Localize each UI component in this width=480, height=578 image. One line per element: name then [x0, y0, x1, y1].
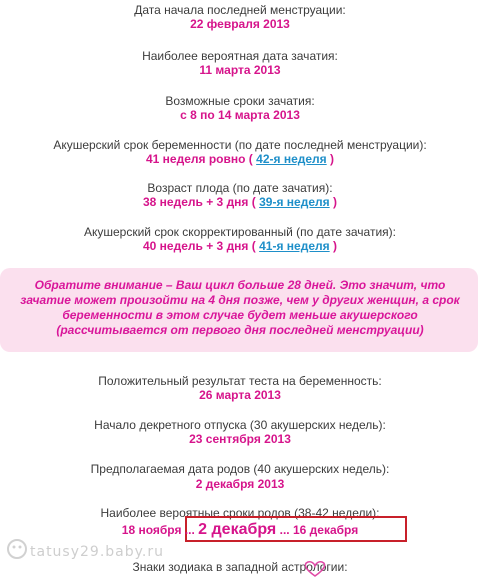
row-label-fetal-age: Возраст плода (по дате зачатия):	[147, 181, 333, 195]
row-value-pregnancy-test: 26 марта 2013	[199, 388, 281, 402]
notice-line: Обратите внимание – Ваш цикл больше 28 дней. Это значит, что	[34, 278, 446, 292]
row-label-zodiac: Знаки зодиака в западной астрологии:	[132, 560, 348, 574]
likely-dots: ...	[279, 523, 290, 537]
row-value-due-date: 2 декабря 2013	[195, 477, 285, 491]
heart-icon	[300, 560, 330, 578]
paren-open: (	[248, 152, 253, 166]
paren-close: )	[330, 152, 335, 166]
paren-close: )	[333, 239, 337, 253]
paren-open: (	[251, 239, 256, 253]
row-label-last-period: Дата начала последней менструации:	[134, 3, 346, 17]
corrected-term-value: 40 недель + 3 дня	[142, 239, 249, 253]
fetal-age-value: 38 недель + 3 дня	[142, 195, 249, 209]
paren-open: (	[251, 195, 256, 209]
likely-main-date: 2 декабря	[198, 521, 277, 538]
row-value-maternity-leave: 23 сентября 2013	[189, 432, 291, 446]
row-label-obstetric-term: Акушерский срок беременности (по дате последней менструации):	[53, 138, 427, 152]
notice-line: зачатие может произойти на 4 дня позже, чем у других женщин, а срок	[20, 293, 460, 307]
row-label-maternity-leave: Начало декретного отпуска (30 акушерских недель):	[94, 418, 386, 432]
watermark-logo-icon	[6, 538, 28, 560]
row-label-possible-conception: Возможные сроки зачатия:	[165, 94, 315, 108]
row-label-likely-dates: Наиболее вероятные сроки родов (38-42 недели):	[100, 506, 380, 520]
likely-from: 18 ноября	[121, 523, 182, 537]
notice-line: беременности в этом случае будет меньше акушерского	[62, 308, 418, 322]
row-value-conception: 11 марта 2013	[199, 63, 281, 77]
row-value-obstetric-term	[0, 152, 480, 166]
row-value-corrected-term	[0, 239, 480, 253]
notice-line: (рассчитывается от первого дня последней менструации)	[56, 323, 424, 337]
row-label-conception: Наиболее вероятная дата зачатия:	[142, 49, 338, 63]
row-value-possible-conception: с 8 по 14 марта 2013	[180, 108, 300, 122]
obstetric-term-value: 41 неделя ровно	[145, 152, 246, 166]
row-label-pregnancy-test: Положительный результат теста на беременность:	[98, 374, 382, 388]
row-value-likely-dates	[0, 521, 480, 539]
watermark-text: tatusy29.baby.ru	[30, 544, 164, 560]
cycle-notice-box	[0, 268, 478, 352]
row-value-last-period: 22 февраля 2013	[190, 17, 290, 31]
week-42-link[interactable]: 42-я неделя	[256, 152, 327, 166]
row-value-fetal-age	[0, 195, 480, 209]
row-label-corrected-term: Акушерский срок скорректированный (по дате зачатия):	[83, 225, 396, 239]
week-39-link[interactable]: 39-я неделя	[259, 195, 330, 209]
row-label-due-date: Предполагаемая дата родов (40 акушерских недель):	[90, 462, 390, 476]
likely-dots: ...	[184, 523, 195, 537]
likely-to: 16 декабря	[292, 523, 359, 537]
week-41-link[interactable]: 41-я неделя	[259, 239, 330, 253]
paren-close: )	[333, 195, 337, 209]
cycle-notice-text	[20, 278, 460, 338]
